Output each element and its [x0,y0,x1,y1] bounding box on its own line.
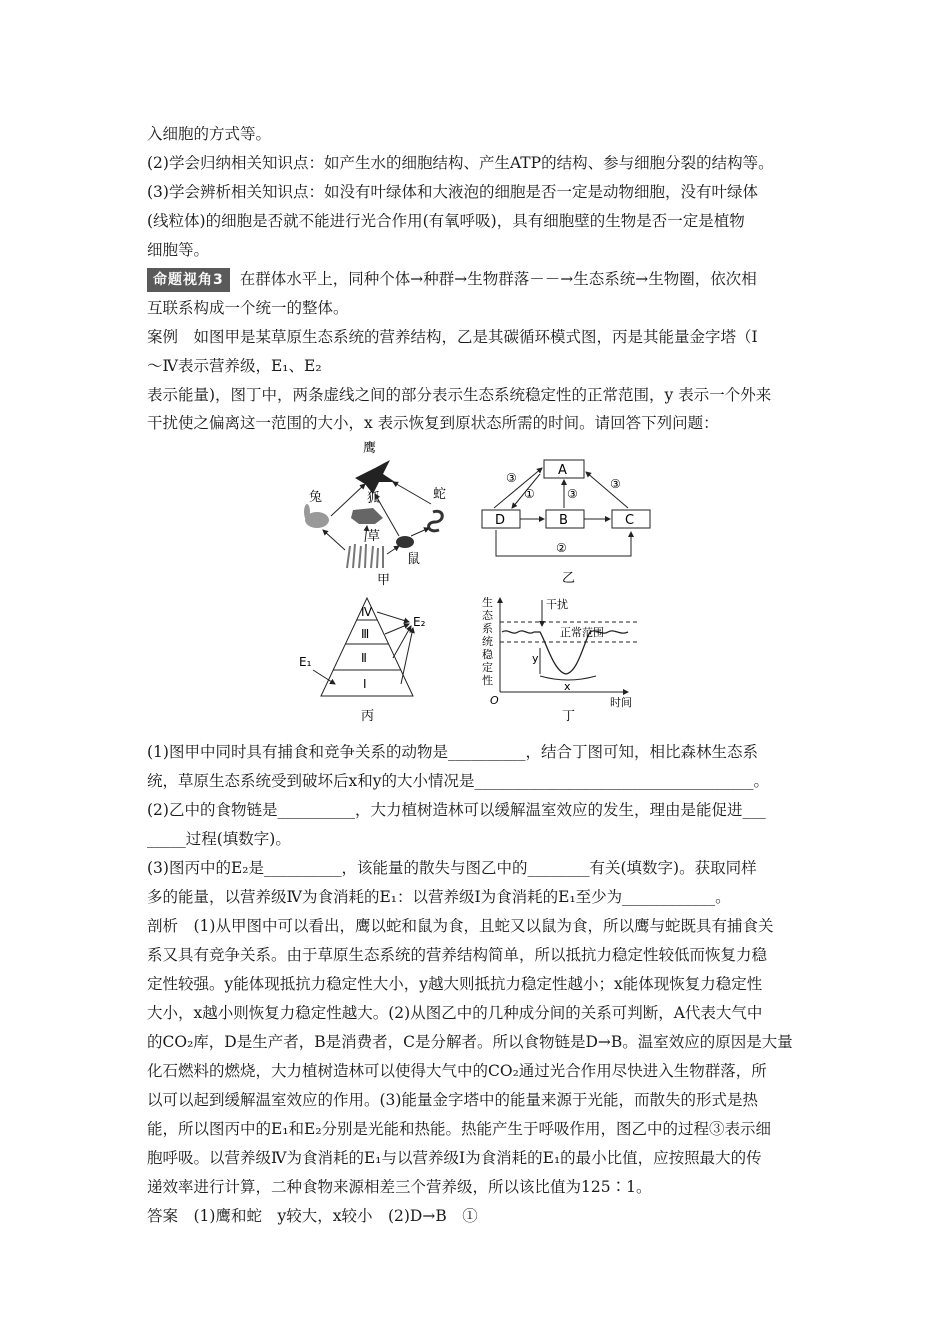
text-line: 干扰使之偏离这一范围的大小，x 表示恢复到原状态所需的时间。请回答下列问题： [147,414,719,432]
eagle-icon [355,460,395,494]
text-line: 表示能量)，图丁中，两条虚线之间的部分表示生态系统稳定性的正常范围，y 表示一个外来 [147,386,772,404]
label-mouse: 鼠 [407,552,421,567]
svg-text:稳: 稳 [482,648,493,661]
text-line: 在群体水平上，同种个体→种群→生物群落－－→生态系统→生物圈，依次相 [239,270,757,288]
question-line: (2)乙中的食物链是__________，大力植树造林可以缓解温室效应的发生，理由是能促进___ [147,801,766,819]
figure-yi-carbon-cycle [478,452,663,587]
caption-yi: 乙 [562,571,576,586]
analysis-line: 的CO₂库，D是生产者，B是消费者，C是分解者。所以食物链是D→B。温室效应的原因是大量 [147,1033,793,1051]
text-line: 入细胞的方式等。 [147,125,272,143]
answer-line: 答案 (1)鹰和蛇 y较大，x较小 (2)D→B ① [147,1207,478,1225]
analysis-line: 以可以起到缓解温室效应的作用。(3)能量金字塔中的能量来源于光能，而散失的形式是热 [147,1091,758,1109]
text-line: 案例 如图甲是某草原生态系统的营养结构，乙是其碳循环模式图，丙是其能量金字塔（Ⅰ [147,328,758,346]
analysis-line: 大小，x越小则恢复力稳定性越大。(2)从图乙中的几种成分间的关系可判断，A代表大气中 [147,1004,763,1022]
label-snake: 蛇 [433,487,447,502]
process-2: ② [556,541,567,555]
question-line: (1)图甲中同时具有捕食和竞争关系的动物是__________，结合丁图可知，相比森林生态系 [147,743,758,761]
analysis-line: 系又具有竞争关系。由于草原生态系统的营养结构简单，所以抵抗力稳定性较低而恢复力稳 [147,946,768,964]
process-1: ① [524,487,535,501]
label-fox: 狐 [367,491,381,506]
analysis-line: 胞呼吸。以营养级Ⅳ为食消耗的E₁与以营养级Ⅰ为食消耗的E₁的最小比值，应按照最大的传 [147,1149,762,1167]
fox-icon [351,508,383,524]
label-rabbit: 兔 [309,490,323,505]
level-3: Ⅲ [361,627,370,641]
analysis-line: 递效率进行计算，二种食物来源相差三个营养级，所以该比值为125∶1。 [147,1178,652,1196]
label-y: y [532,652,539,665]
label-eagle: 鹰 [363,441,377,456]
caption-ding: 丁 [562,709,576,724]
analysis-line: 定性较强。y能体现抵抗力稳定性大小，y越大则抵抗力稳定性越小；x能体现恢复力稳定性 [147,975,763,993]
svg-text:态: 态 [482,609,493,622]
question-line: 多的能量，以营养级Ⅳ为食消耗的E₁：以营养级Ⅰ为食消耗的E₁至少为____________。 [147,888,731,906]
box-d-label: D [495,513,506,528]
process-3-middle: ③ [567,487,578,501]
svg-text:性: 性 [482,674,493,687]
question-line: _____过程(填数字)。 [147,830,291,848]
text-line: (2)学会归纳相关知识点：如产生水的细胞结构、产生ATP的结构、参与细胞分裂的结构等。 [147,154,774,172]
caption-bing: 丙 [361,709,375,724]
box-c-label: C [625,513,635,528]
question-line: (3)图丙中的E₂是__________，该能量的散失与图乙中的________有关(填数字)。获取同样 [147,859,757,877]
label-e1: E₁ [299,655,312,669]
label-origin: O [490,694,499,707]
text-line: (线粒体)的细胞是否就不能进行光合作用(有氧呼吸)，具有细胞壁的生物是否一定是植物 [147,212,745,230]
analysis-line: 化石燃料的燃烧，大力植树造林可以使得大气中的CO₂通过光合作用尽快进入生物群落，所 [147,1062,767,1080]
level-1: Ⅰ [363,677,367,691]
y-axis-label [482,595,494,687]
caption-jia: 甲 [377,573,391,588]
topic-line [147,268,757,292]
text-line: 互联系构成一个统一的整体。 [147,299,349,317]
svg-text:生: 生 [482,596,493,609]
label-grass: 草 [367,529,381,544]
label-disturbance: 干扰 [546,598,568,611]
label-x: x [564,680,571,693]
topic-tag: 命题视角3 [147,268,230,292]
figure-bing-pyramid [295,592,445,724]
process-3-left: ③ [506,471,517,485]
analysis-line: 能，所以图丙中的E₁和E₂分别是光能和热能。热能产生于呼吸作用，图乙中的过程③表示细 [147,1120,772,1138]
analysis-line: 剖析 (1)从甲图中可以看出，鹰以蛇和鼠为食，且蛇又以鼠为食，所以鹰与蛇既具有捕食关 [147,917,774,935]
text-line: (3)学会辨析相关知识点：如没有叶绿体和大液泡的细胞是否一定是动物细胞，没有叶绿体 [147,183,758,201]
process-3-right: ③ [610,477,621,491]
text-line: ～Ⅳ表示营养级，E₁、E₂ [147,357,322,375]
snake-icon [429,511,443,531]
level-4: Ⅳ [361,605,373,619]
figure-ding-stability [478,592,658,724]
svg-text:定: 定 [482,661,493,674]
figure-jia-food-web [295,438,475,588]
box-a-label: A [558,463,567,478]
text-line: 细胞等。 [147,241,210,259]
question-line: 统，草原生态系统受到破坏后x和y的大小情况是____________________________________。 [147,772,769,790]
grass-icon [347,544,383,568]
x-axis-label: 时间 [610,696,632,709]
label-normal-range: 正常范围 [560,626,604,639]
label-e2: E₂ [413,615,426,629]
svg-text:统: 统 [482,635,493,648]
svg-text:系: 系 [482,622,493,635]
level-2: Ⅱ [361,651,367,665]
box-b-label: B [559,513,568,528]
